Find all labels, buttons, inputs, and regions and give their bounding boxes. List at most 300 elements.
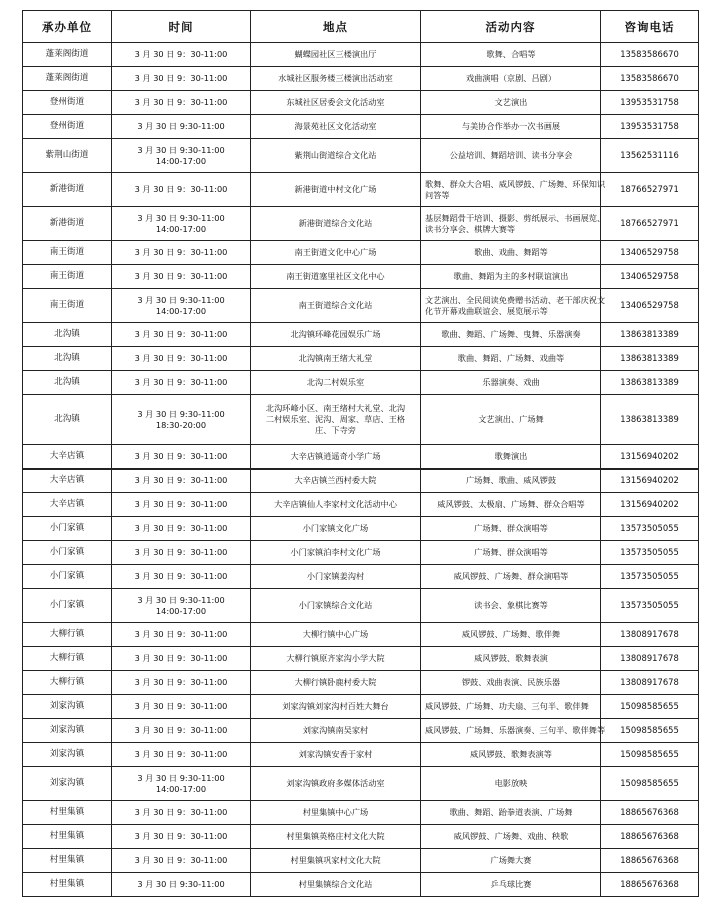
- cell-time-line: 3 月 30 日 9：30-11:00: [134, 184, 228, 194]
- cell-phone: 13863813389: [601, 371, 699, 395]
- cell-place: [251, 849, 421, 873]
- cell-phone: 13953531758: [601, 115, 699, 139]
- cell-time: [112, 517, 251, 541]
- cell-content-line: 歌曲、舞蹈为主的多村联谊演出: [453, 271, 569, 281]
- cell-time: [112, 565, 251, 589]
- table-row: [23, 873, 699, 897]
- cell-time: [112, 139, 251, 173]
- cell-content: [421, 207, 606, 241]
- cell-unit: 南王街道: [23, 241, 112, 265]
- cell-place-line: 蝴蝶园社区三楼演出厅: [294, 49, 377, 59]
- table-row: [23, 265, 699, 289]
- cell-content-line: 基层舞蹈骨干培训、摄影、剪纸展示、书画展览、: [425, 212, 606, 223]
- cell-phone: 18865676368: [601, 849, 699, 873]
- cell-phone: 18865676368: [601, 801, 699, 825]
- table-row: [23, 289, 699, 323]
- cell-unit: 大柳行镇: [23, 623, 112, 647]
- cell-content: [421, 323, 601, 347]
- cell-content: [421, 873, 601, 897]
- header-phone: 咨询电话: [601, 11, 699, 43]
- table-row: [23, 445, 699, 469]
- cell-place-line: 新港街道中村文化广场: [294, 184, 377, 194]
- cell-content-line: 乐器演奏、戏曲: [482, 377, 540, 387]
- cell-unit: 新港街道: [23, 173, 112, 207]
- table-row: [23, 541, 699, 565]
- cell-time-line: 3 月 30 日 9:30-11:00: [137, 212, 225, 223]
- cell-content-line: 读书分享会、棋牌大赛等: [425, 223, 516, 234]
- cell-place: [251, 207, 421, 241]
- cell-time-line: 14:00-17:00: [155, 783, 207, 794]
- cell-content-line: 威风锣鼓、广场舞、功夫扇、三句半、歌伴舞: [425, 701, 589, 711]
- cell-phone: 18766527971: [601, 173, 699, 207]
- cell-place-line: 大辛店镇逍遥奇小学广场: [290, 450, 381, 461]
- cell-phone: 13406529758: [601, 265, 699, 289]
- cell-place-line: 海景苑社区文化活动室: [294, 121, 377, 131]
- table-row: [23, 565, 699, 589]
- cell-place: [251, 115, 421, 139]
- cell-time-line: 3 月 30 日 9:30-11:00: [137, 144, 225, 155]
- cell-time-line: 3 月 30 日 9：30-11:00: [134, 450, 228, 461]
- cell-time-line: 14:00-17:00: [155, 155, 207, 166]
- cell-unit: 大辛店镇: [23, 445, 112, 469]
- table-row: [23, 241, 699, 265]
- cell-place: [251, 767, 421, 801]
- cell-place-line: 村里集镇中心广场: [302, 807, 369, 817]
- cell-place-line: 北沟环峰小区、南王绪村大礼堂、北沟: [265, 403, 406, 413]
- cell-place-line: 小门家镇姜沟村: [306, 571, 365, 581]
- cell-time: [112, 743, 251, 767]
- cell-phone: 15098585655: [601, 719, 699, 743]
- cell-content-line: 文艺演出: [494, 97, 528, 107]
- cell-content-line: 威风锣鼓、太极扇、广场舞、群众合唱等: [437, 499, 585, 509]
- cell-time-line: 3 月 30 日 9：30-11:00: [134, 353, 228, 363]
- cell-place: [251, 873, 421, 897]
- cell-content: [421, 565, 601, 589]
- cell-content-line: 文艺演出、全民阅读免费赠书活动、老干部庆祝文: [425, 294, 606, 305]
- header-row: [23, 11, 699, 43]
- cell-time: [112, 493, 251, 517]
- cell-place: [251, 825, 421, 849]
- cell-place: [251, 265, 421, 289]
- cell-content: [421, 767, 601, 801]
- table-row: [23, 647, 699, 671]
- cell-place: [251, 241, 421, 265]
- cell-content-line: 威风锣鼓、广场舞、戏曲、秧歌: [453, 831, 569, 841]
- cell-unit: 刘家沟镇: [23, 719, 112, 743]
- cell-place-line: 水城社区服务楼三楼演出活动室: [278, 73, 393, 83]
- cell-time: [112, 719, 251, 743]
- cell-phone: 13583586670: [601, 67, 699, 91]
- cell-content-line: 广场舞、歌曲、威风锣鼓: [465, 475, 557, 486]
- cell-phone: 13953531758: [601, 91, 699, 115]
- cell-content: [421, 623, 601, 647]
- cell-content-line: 歌曲、舞蹈、广场舞、戏曲等: [457, 353, 565, 363]
- cell-place: [251, 801, 421, 825]
- cell-content: [421, 517, 601, 541]
- table-row: [23, 67, 699, 91]
- cell-time-line: 3 月 30 日 9：30-11:00: [134, 73, 228, 83]
- cell-unit: 大柳行镇: [23, 671, 112, 695]
- cell-unit: 登州街道: [23, 91, 112, 115]
- cell-place: [251, 395, 421, 445]
- cell-time-line: 3 月 30 日 9：30-11:00: [134, 677, 228, 687]
- cell-place-line: 北沟镇环峰花园娱乐广场: [290, 329, 381, 339]
- cell-time-line: 3 月 30 日 9：30-11:00: [134, 725, 228, 735]
- cell-time-line: 3 月 30 日 9：30-11:00: [134, 571, 228, 581]
- cell-unit: 大辛店镇: [23, 493, 112, 517]
- table-row: [23, 371, 699, 395]
- cell-unit: 小门家镇: [23, 589, 112, 623]
- cell-place-line: 大柳行镇中心广场: [302, 629, 369, 639]
- table-row: [23, 173, 699, 207]
- cell-unit: 蓬莱阁街道: [23, 43, 112, 67]
- table-row: [23, 469, 699, 493]
- table-row: [23, 623, 699, 647]
- header-content: 活动内容: [421, 11, 601, 43]
- cell-place-line: 刘家沟镇政府多媒体活动室: [286, 778, 385, 788]
- table-row: [23, 395, 699, 445]
- cell-phone: 13808917678: [601, 623, 699, 647]
- cell-place: [251, 469, 421, 493]
- cell-content: [421, 719, 606, 743]
- cell-place: [251, 743, 421, 767]
- cell-content-line: 威风锣鼓、广场舞、乐器演奏、三句半、歌伴舞等: [425, 725, 606, 735]
- cell-time-line: 14:00-17:00: [155, 223, 207, 234]
- cell-phone: 13573505055: [601, 589, 699, 623]
- cell-place-line: 村里集镇英格庄村文化大院: [286, 831, 385, 841]
- cell-place: [251, 91, 421, 115]
- cell-content: [421, 541, 601, 565]
- cell-phone: 18766527971: [601, 207, 699, 241]
- cell-place-line: 刘家沟镇安香于家村: [298, 749, 373, 759]
- table-row: [23, 671, 699, 695]
- cell-time-line: 3 月 30 日 9:30-11:00: [137, 594, 225, 605]
- cell-content: [421, 695, 601, 719]
- cell-phone: 13406529758: [601, 241, 699, 265]
- cell-place-line: 二村娱乐室、泥沟、周家、草店、王格: [265, 414, 406, 424]
- cell-time: [112, 647, 251, 671]
- cell-content-line: 问答等: [425, 189, 450, 200]
- cell-time-line: 3 月 30 日 9：30-11:00: [134, 807, 228, 817]
- cell-phone: 13156940202: [601, 469, 699, 493]
- table-row: [23, 323, 699, 347]
- cell-unit: 北沟镇: [23, 395, 112, 445]
- cell-content-line: 歌曲、戏曲、舞蹈等: [474, 247, 548, 257]
- cell-content: [421, 825, 601, 849]
- cell-time: [112, 589, 251, 623]
- table-row: [23, 825, 699, 849]
- cell-content-line: 威风锣鼓、歌舞表演: [474, 653, 548, 663]
- cell-place-line: 庄、下寺旁: [315, 425, 356, 435]
- cell-unit: 村里集镇: [23, 825, 112, 849]
- schedule-table: [22, 10, 699, 897]
- cell-time: [112, 695, 251, 719]
- table-row: [23, 43, 699, 67]
- cell-place: [251, 493, 421, 517]
- cell-unit: 小门家镇: [23, 565, 112, 589]
- cell-place: [251, 589, 421, 623]
- cell-content: [421, 43, 601, 67]
- table-row: [23, 207, 699, 241]
- cell-time-line: 3 月 30 日 9：30-11:00: [134, 271, 228, 281]
- cell-unit: 刘家沟镇: [23, 767, 112, 801]
- table-row: [23, 493, 699, 517]
- cell-content-line: 威风锣鼓、歌舞表演等: [470, 749, 552, 759]
- cell-content: [421, 265, 601, 289]
- cell-unit: 大辛店镇: [23, 469, 112, 493]
- cell-unit: 小门家镇: [23, 541, 112, 565]
- schedule-document: [22, 10, 698, 897]
- cell-place: [251, 695, 421, 719]
- cell-place: [251, 647, 421, 671]
- cell-time: [112, 469, 251, 493]
- cell-content-line: 化节开幕戏曲联谊会、展览展示等: [425, 305, 548, 316]
- cell-content: [421, 347, 601, 371]
- cell-content: [421, 647, 601, 671]
- cell-place: [251, 445, 421, 469]
- cell-time: [112, 767, 251, 801]
- cell-content-line: 电影放映: [494, 778, 528, 788]
- cell-phone: 13863813389: [601, 395, 699, 445]
- cell-unit: 北沟镇: [23, 347, 112, 371]
- header-place: 地点: [251, 11, 421, 43]
- cell-time: [112, 623, 251, 647]
- cell-phone: 13156940202: [601, 445, 699, 469]
- cell-content: [421, 589, 601, 623]
- cell-phone: 13808917678: [601, 671, 699, 695]
- cell-unit: 北沟镇: [23, 371, 112, 395]
- cell-time-line: 3 月 30 日 9：30-11:00: [134, 475, 228, 486]
- table-row: [23, 767, 699, 801]
- cell-phone: 13406529758: [601, 289, 699, 323]
- cell-content-line: 威风锣鼓、广场舞、歌伴舞: [461, 629, 561, 639]
- cell-time: [112, 67, 251, 91]
- cell-time: [112, 43, 251, 67]
- table-row: [23, 849, 699, 873]
- cell-place-line: 小门家镇文化广场: [302, 523, 369, 533]
- cell-phone: 18865676368: [601, 825, 699, 849]
- cell-time: [112, 115, 251, 139]
- cell-place-line: 大辛店镇兰西村委大院: [294, 475, 377, 486]
- table-row: [23, 743, 699, 767]
- table-row: [23, 115, 699, 139]
- cell-time: [112, 825, 251, 849]
- cell-time: [112, 801, 251, 825]
- cell-place-line: 小门家镇泊李村文化广场: [290, 547, 381, 557]
- cell-place-line: 紫荆山街道综合文化站: [294, 150, 377, 160]
- cell-place-line: 刘家沟镇南吴家村: [302, 725, 369, 735]
- cell-time: [112, 91, 251, 115]
- cell-time-line: 3 月 30 日 9：30-11:00: [134, 247, 228, 257]
- table-row: [23, 801, 699, 825]
- cell-content: [421, 115, 601, 139]
- cell-content: [421, 493, 601, 517]
- cell-time: [112, 173, 251, 207]
- cell-time: [112, 371, 251, 395]
- table-row: [23, 695, 699, 719]
- cell-time-line: 3 月 30 日 9:30-11:00: [137, 408, 225, 419]
- cell-time-line: 3 月 30 日 9：30-11:00: [134, 377, 228, 387]
- cell-place: [251, 289, 421, 323]
- cell-content: [421, 173, 606, 207]
- cell-place: [251, 623, 421, 647]
- table-row: [23, 719, 699, 743]
- cell-unit: 大柳行镇: [23, 647, 112, 671]
- cell-place: [251, 517, 421, 541]
- cell-time: [112, 873, 251, 897]
- cell-time-line: 3 月 30 日 9：30-11:00: [134, 97, 228, 107]
- cell-time-line: 3 月 30 日 9:30-11:00: [137, 121, 225, 131]
- cell-time-line: 18:30-20:00: [155, 419, 207, 430]
- cell-content: [421, 67, 601, 91]
- cell-time-line: 14:00-17:00: [155, 605, 207, 616]
- cell-place: [251, 347, 421, 371]
- cell-phone: 13573505055: [601, 541, 699, 565]
- cell-content-line: 威风锣鼓、广场舞、群众演唱等: [453, 571, 569, 581]
- cell-content-line: 歌曲、舞蹈、广场舞、曳舞、乐器演奏: [441, 329, 581, 339]
- cell-content: [421, 445, 601, 469]
- cell-place-line: 北沟二村娱乐室: [306, 377, 365, 387]
- table-row: [23, 589, 699, 623]
- table-row: [23, 517, 699, 541]
- cell-time: [112, 541, 251, 565]
- cell-content-line: 广场舞、群众演唱等: [474, 547, 548, 557]
- header-unit: 承办单位: [23, 11, 112, 43]
- cell-phone: 18865676368: [601, 873, 699, 897]
- cell-time: [112, 849, 251, 873]
- cell-content: [421, 91, 601, 115]
- cell-content-line: 歌舞、群众大合唱、威风锣鼓、广场舞、环保知识: [425, 178, 606, 189]
- cell-time: [112, 445, 251, 469]
- cell-place: [251, 323, 421, 347]
- table-row: [23, 139, 699, 173]
- cell-content-line: 歌舞演出: [494, 450, 528, 461]
- cell-unit: 北沟镇: [23, 323, 112, 347]
- cell-content: [421, 849, 601, 873]
- cell-unit: 蓬莱阁街道: [23, 67, 112, 91]
- cell-content: [421, 743, 601, 767]
- cell-time-line: 3 月 30 日 9：30-11:00: [134, 749, 228, 759]
- cell-phone: 15098585655: [601, 743, 699, 767]
- table-body: [23, 43, 699, 897]
- cell-content-line: 广场舞、群众演唱等: [474, 523, 548, 533]
- cell-content-line: 读书会、象棋比赛等: [474, 600, 548, 610]
- cell-time: [112, 207, 251, 241]
- cell-time: [112, 347, 251, 371]
- table-row: [23, 347, 699, 371]
- cell-time-line: 3 月 30 日 9：30-11:00: [134, 547, 228, 557]
- cell-time-line: 3 月 30 日 9：30-11:00: [134, 831, 228, 841]
- cell-place: [251, 671, 421, 695]
- cell-place-line: 大柳行镇原齐家沟小学大院: [286, 653, 385, 663]
- cell-place-line: 村里集镇巩家村文化大院: [290, 855, 381, 865]
- header-time: 时间: [112, 11, 251, 43]
- cell-unit: 南王街道: [23, 289, 112, 323]
- cell-place-line: 刘家沟镇刘家沟村百姓大舞台: [282, 701, 389, 711]
- cell-content: [421, 289, 606, 323]
- cell-place-line: 南王街道综合文化站: [298, 300, 373, 310]
- cell-time-line: 3 月 30 日 9：30-11:00: [134, 499, 228, 509]
- cell-time-line: 3 月 30 日 9:30-11:00: [137, 294, 225, 305]
- cell-unit: 刘家沟镇: [23, 743, 112, 767]
- cell-time-line: 3 月 30 日 9：30-11:00: [134, 701, 228, 711]
- cell-content-line: 文艺演出、广场舞: [478, 414, 544, 424]
- cell-time-line: 3 月 30 日 9：30-11:00: [134, 653, 228, 663]
- cell-place: [251, 67, 421, 91]
- cell-content: [421, 801, 601, 825]
- cell-place: [251, 719, 421, 743]
- cell-unit: 村里集镇: [23, 873, 112, 897]
- table-header: [23, 11, 699, 43]
- cell-content: [421, 671, 601, 695]
- cell-place: [251, 139, 421, 173]
- cell-time-line: 3 月 30 日 9:30-11:00: [137, 772, 225, 783]
- cell-content: [421, 469, 601, 493]
- cell-phone: 15098585655: [601, 767, 699, 801]
- cell-time: [112, 323, 251, 347]
- cell-time-line: 3 月 30 日 9：30-11:00: [134, 329, 228, 339]
- cell-place-line: 小门家镇综合文化站: [298, 600, 373, 610]
- cell-place: [251, 541, 421, 565]
- cell-time-line: 3 月 30 日 9：30-11:00: [134, 523, 228, 533]
- cell-content: [421, 139, 601, 173]
- cell-time-line: 14:00-17:00: [155, 305, 207, 316]
- cell-content: [421, 371, 601, 395]
- cell-place-line: 大柳行镇卧鹿村委大院: [294, 677, 377, 687]
- cell-unit: 村里集镇: [23, 801, 112, 825]
- cell-time: [112, 289, 251, 323]
- cell-time: [112, 395, 251, 445]
- cell-place-line: 南王街道塞里社区文化中心: [286, 271, 385, 281]
- cell-phone: 13863813389: [601, 323, 699, 347]
- cell-phone: 13583586670: [601, 43, 699, 67]
- cell-unit: 南王街道: [23, 265, 112, 289]
- cell-content-line: 广场舞大赛: [490, 855, 532, 865]
- cell-content-line: 歌舞、合唱等: [486, 49, 536, 59]
- cell-unit: 紫荆山街道: [23, 139, 112, 173]
- table-row: [23, 91, 699, 115]
- cell-time-line: 3 月 30 日 9：30-11:00: [134, 855, 228, 865]
- cell-unit: 新港街道: [23, 207, 112, 241]
- cell-unit: 小门家镇: [23, 517, 112, 541]
- cell-place-line: 北沟镇南王绪大礼堂: [298, 353, 373, 363]
- cell-content: [421, 241, 601, 265]
- cell-time: [112, 265, 251, 289]
- cell-place-line: 南王街道文化中心广场: [294, 247, 377, 257]
- cell-phone: 13808917678: [601, 647, 699, 671]
- cell-place: [251, 43, 421, 67]
- cell-phone: 13156940202: [601, 493, 699, 517]
- cell-place-line: 东城社区居委会文化活动室: [286, 97, 385, 107]
- cell-place: [251, 173, 421, 207]
- cell-place-line: 村里集镇综合文化站: [298, 879, 373, 889]
- cell-content-line: 与美协合作举办一次书画展: [461, 121, 561, 131]
- cell-time-line: 3 月 30 日 9:30-11:00: [137, 879, 225, 889]
- cell-place-line: 大辛店镇仙人李家村文化活动中心: [274, 499, 397, 509]
- cell-phone: 13573505055: [601, 565, 699, 589]
- cell-place: [251, 565, 421, 589]
- cell-content-line: 戏曲演唱（京剧、吕剧）: [465, 73, 557, 83]
- cell-content-line: 乒乓球比赛: [490, 879, 532, 889]
- cell-time: [112, 241, 251, 265]
- cell-phone: 13573505055: [601, 517, 699, 541]
- cell-phone: 13863813389: [601, 347, 699, 371]
- cell-time: [112, 671, 251, 695]
- cell-place-line: 新港街道综合文化站: [298, 218, 373, 228]
- cell-content: [421, 395, 601, 445]
- cell-phone: 13562531116: [601, 139, 699, 173]
- cell-content-line: 公益培训、舞蹈培训、读书分享会: [449, 150, 573, 160]
